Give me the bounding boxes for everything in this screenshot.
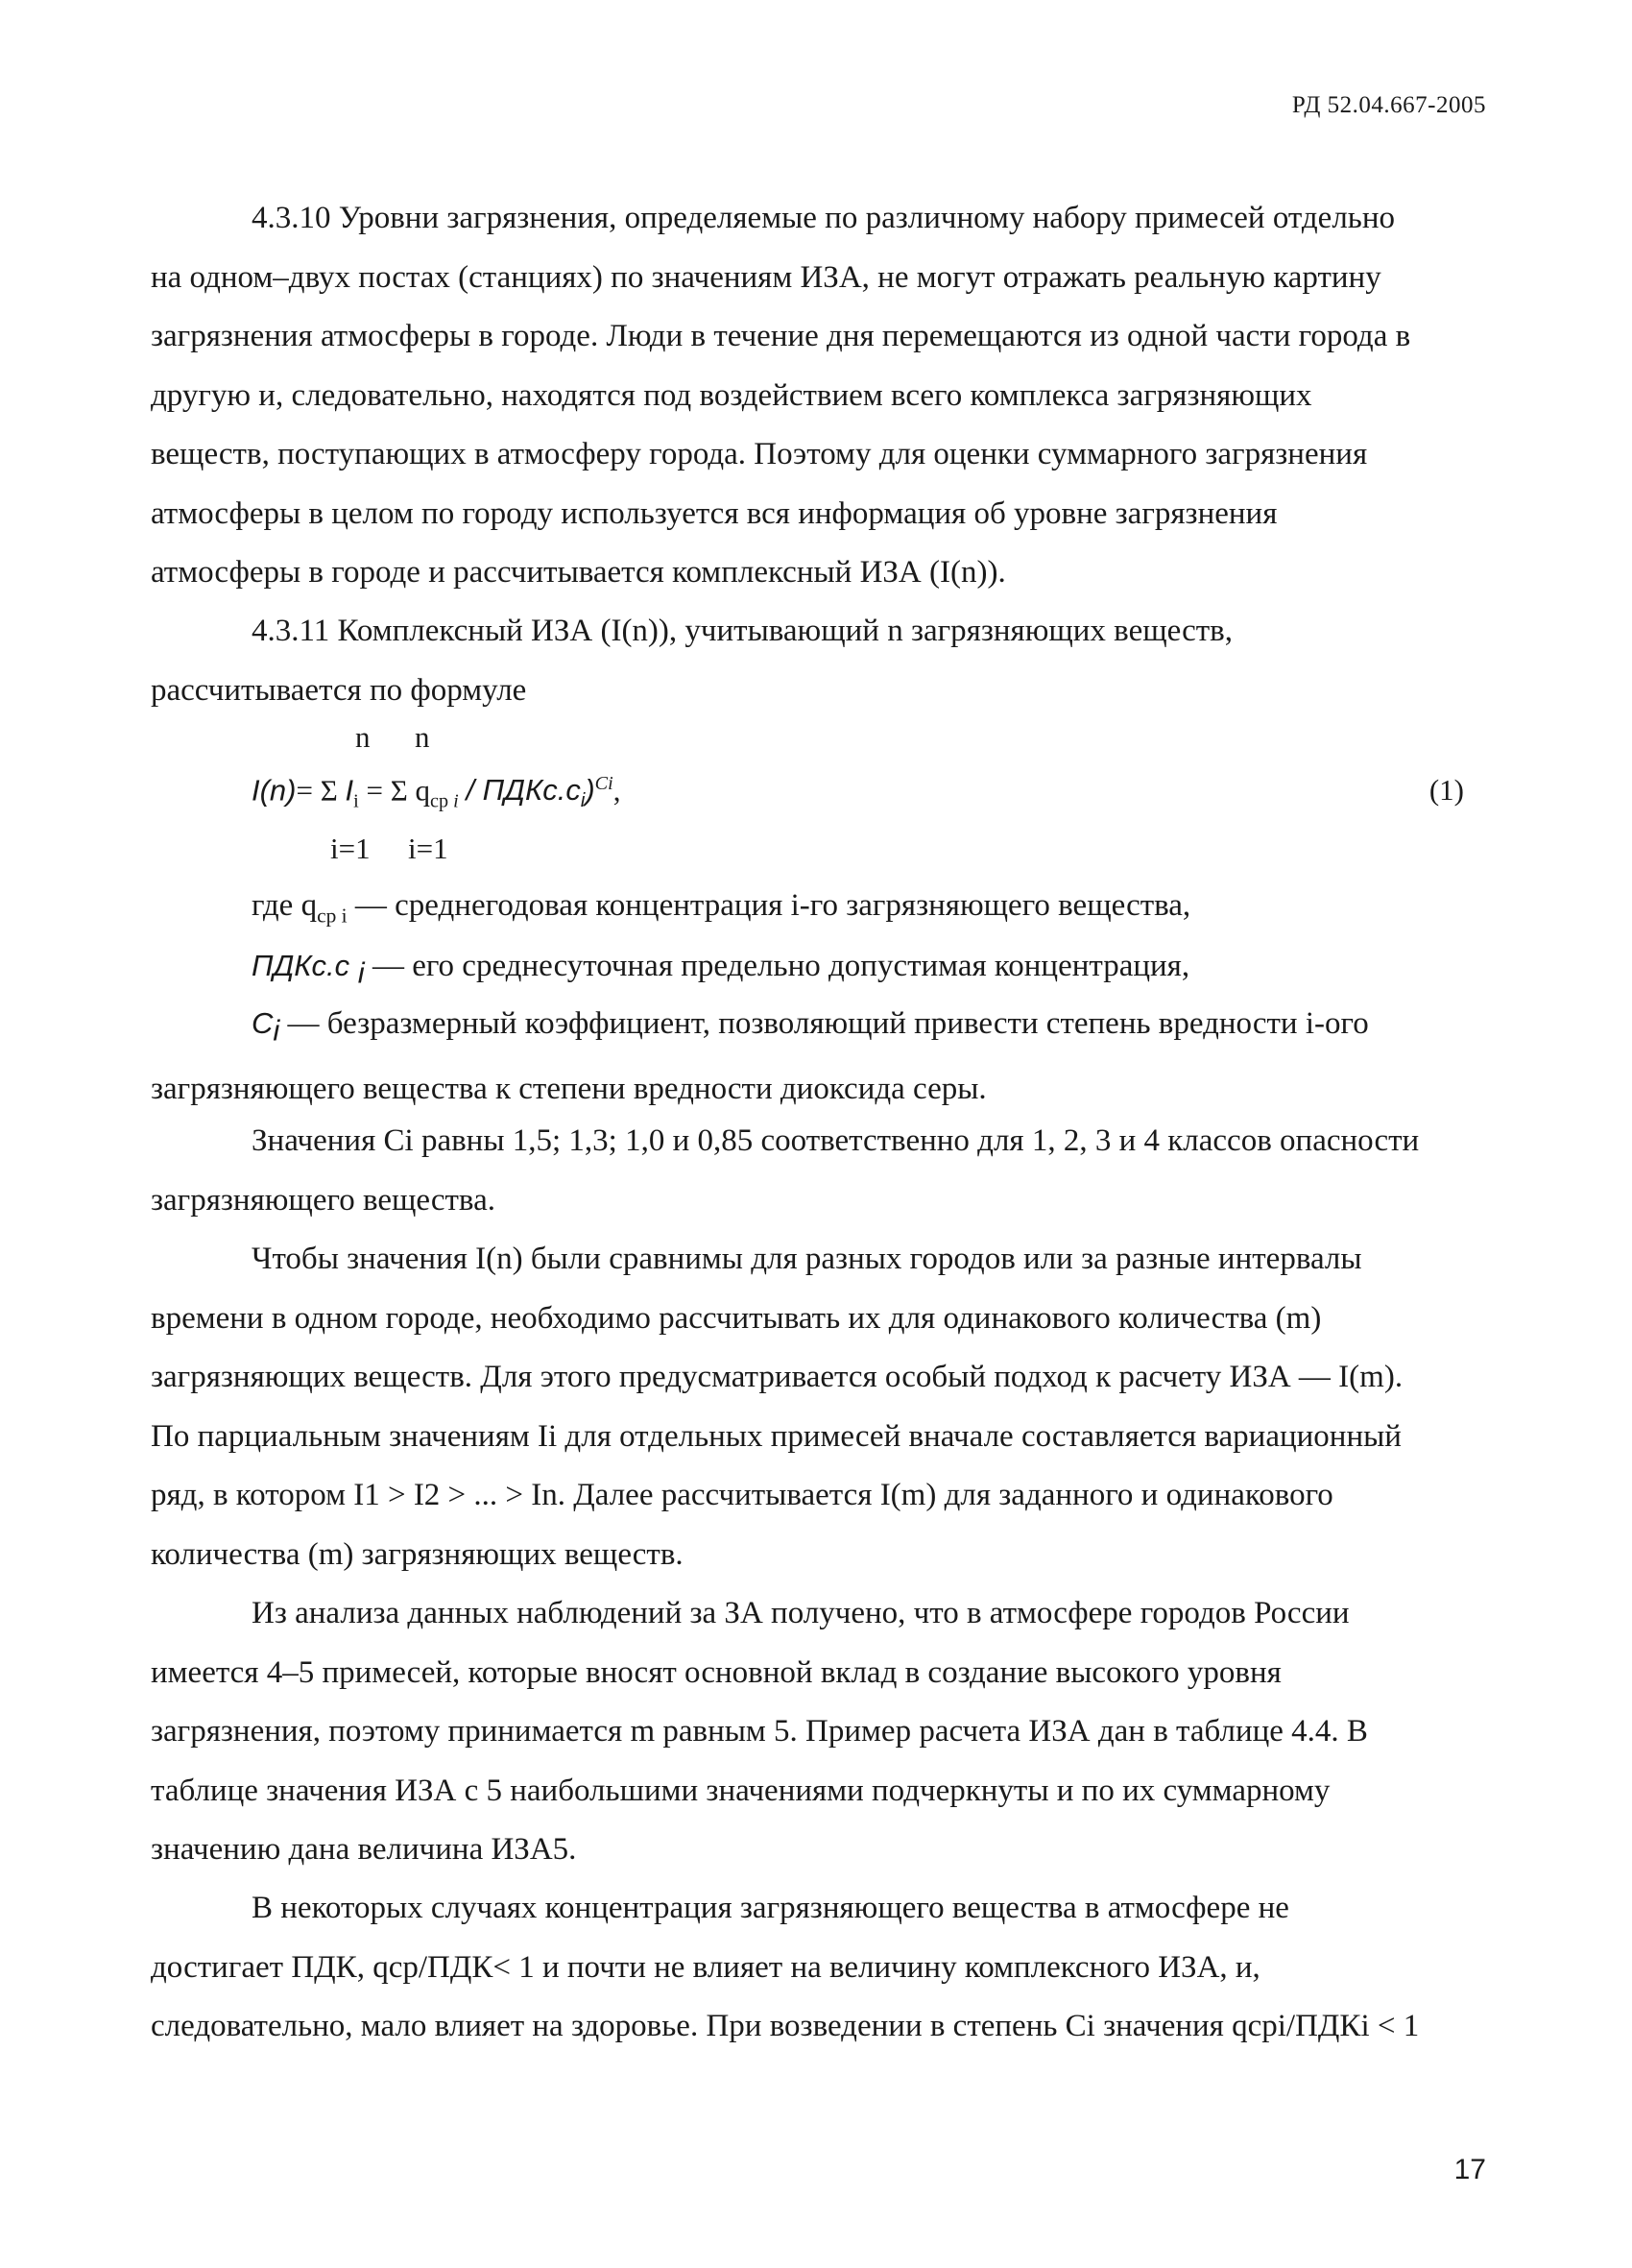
text-line: загрязнения, поэтому принимается m равным 5. Пример расчета ИЗА дан в таблице 4.4. В <box>151 1714 1368 1749</box>
text-line: Из анализа данных наблюдений за ЗА получено, что в атмосфере городов России <box>252 1596 1350 1630</box>
formula-number: (1) <box>1428 773 1464 807</box>
text-line: рассчитывается по формуле <box>151 672 527 708</box>
paragraph-4-3-11 <box>151 602 1488 720</box>
paragraph-i-m <box>151 1230 1488 1584</box>
text-line: значению дана величина ИЗА5. <box>151 1832 577 1867</box>
text-line: В некоторых случаях концентрация загрязняющего вещества в атмосфере не <box>252 1891 1289 1925</box>
text-line: следовательно, мало влияет на здоровье. При возведении в степень Ci значения qсрi/ПДКi < 1 <box>151 2009 1420 2043</box>
text-line: на одном–двух постах (станциях) по значениям ИЗА, не могут отражать реальную картину <box>151 259 1381 295</box>
text-line: атмосферы в целом по городу используется вся информация об уровне загрязнения <box>151 495 1278 531</box>
text-line: количества (m) загрязняющих веществ. <box>151 1536 684 1572</box>
text-line: имеется 4–5 примесей, которые вносят основной вклад в создание высокого уровня <box>151 1654 1282 1690</box>
formula-expression: I(n)= Σ $I_i = \Sigma$ $q_{ср i}$ / $ПДКс.с_i)^{Ci}$, <box>252 773 621 812</box>
text-line: атмосферы в городе и рассчитывается комплексный ИЗА (I(n)). <box>151 555 1006 590</box>
text-line: веществ, поступающих в атмосферу города. Поэтому для оценки суммарного загрязнения <box>151 437 1368 471</box>
page-number: 17 <box>1453 2154 1486 2185</box>
text-line: Значения Ci равны 1,5; 1,3; 1,0 и 0,85 соответственно для 1, 2, 3 и 4 классов опасности <box>252 1123 1420 1158</box>
formula-sum-upper-limit: n <box>415 720 430 754</box>
text-line: Чтобы значения I(n) были сравнимы для разных городов или за разные интервалы <box>252 1242 1362 1276</box>
text-line: времени в одном городе, необходимо рассчитывать их для одинакового количества (m) <box>151 1300 1322 1336</box>
paragraph-low-concentration <box>151 1879 1488 2057</box>
text-line: 4.3.11 Комплексный ИЗА (I(n)), учитывающий n загрязняющих веществ, <box>252 614 1234 648</box>
paragraph-analysis <box>151 1584 1488 1880</box>
text-line: По парциальным значениям Ii для отдельных примесей вначале составляется вариационный <box>151 1418 1402 1454</box>
text-line: загрязняющего вещества. <box>151 1182 495 1218</box>
text-line: загрязнения атмосферы в городе. Люди в течение дня перемещаются из одной части города в <box>151 319 1411 353</box>
text-line: ряд, в котором I1 > I2 > ... > In. Далее рассчитывается I(m) для заданного и одинакового <box>151 1478 1333 1512</box>
paragraph-ci-values <box>151 1112 1488 1230</box>
text-line: достигает ПДК, qср/ПДК< 1 и почти не влияет на величину комплексного ИЗА, и, <box>151 1949 1260 1985</box>
definition-pdk: ПДКс.с $_i$ — его среднесуточная предельно допустимая концентрация, <box>252 949 1190 990</box>
formula-sum-upper-limit: n <box>355 720 371 754</box>
text-line: другую и, следовательно, находятся под воздействием всего комплекса загрязняющих <box>151 377 1312 413</box>
formula-sum-lower-limit: i=1 <box>408 832 448 865</box>
definition-qcp: где $q_{ср i}$ — среднегодовая концентрация i-го загрязняющего вещества, <box>252 888 1191 928</box>
text-line: загрязняющего вещества к степени вредности диоксида серы. <box>151 1072 987 1107</box>
formula-sum-lower-limit: i=1 <box>330 832 371 865</box>
paragraph-4-3-10 <box>151 189 1488 603</box>
text-line: загрязняющих веществ. Для этого предусматривается особый подход к расчету ИЗА — I(m). <box>151 1360 1404 1394</box>
document-code-header: РД 52.04.667-2005 <box>1291 92 1486 118</box>
definition-ci: $C_i$ — безразмерный коэффициент, позволяющий привести степень вредности i-ого загрязняющего вещества к степени вредности диоксида серы. <box>151 994 1488 1120</box>
text-line: таблице значения ИЗА с 5 наибольшими значениями подчеркнуты и по их суммарному <box>151 1773 1331 1808</box>
text-line: 4.3.10 Уровни загрязнения, определяемые по различному набору примесей отдельно <box>252 201 1395 235</box>
